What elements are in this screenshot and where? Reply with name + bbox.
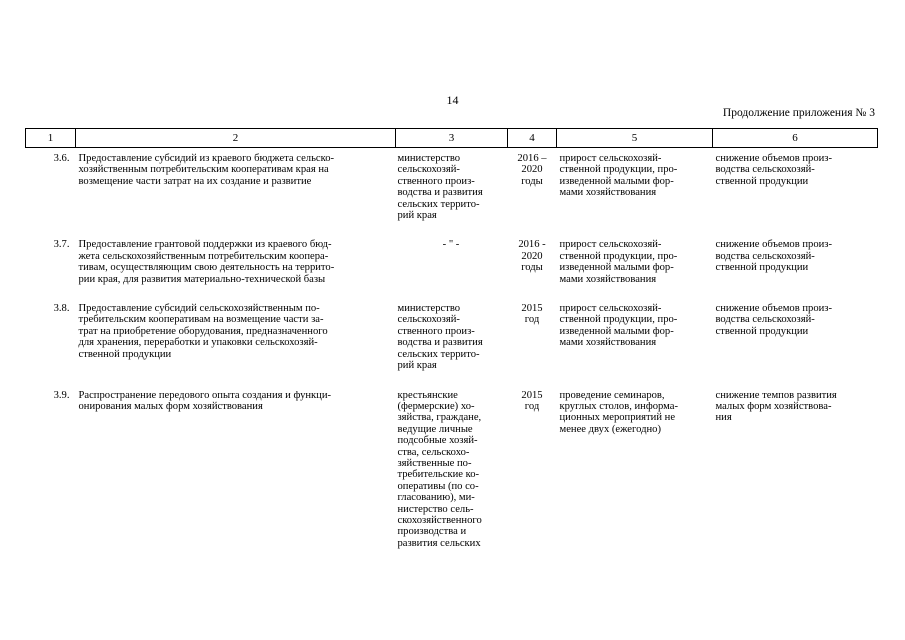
consequence-cell: снижение объемов произ- водства сельскохозяй- ственной продукции [715, 239, 833, 274]
column-header: 2 [76, 129, 396, 148]
table-row [26, 148, 878, 235]
consequence-cell: снижение объемов произ- водства сельскохозяй- ственной продукции [715, 303, 833, 337]
executor-cell: - " - [442, 239, 460, 251]
row-number: 3.8. [53, 303, 70, 315]
result-cell: прирост сельскохозяй- ственной продукции, про- изведенной малыми фор- мами хозяйствования [559, 239, 678, 285]
row-number: 3.7. [53, 239, 70, 251]
consequence-cell: снижение объемов произ- водства сельскохозяй- ственной продукции [715, 153, 833, 187]
activity-cell: Распространение передового опыта создания и функци- онирования малых форм хозяйствования [78, 389, 332, 412]
row-number: 3.6. [53, 153, 70, 164]
table-row [26, 385, 878, 563]
result-cell: прирост сельскохозяй- ственной продукции, про- изведенной малыми фор- мами хозяйствования [559, 153, 678, 199]
result-cell: прирост сельскохозяй- ственной продукции, про- изведенной малыми фор- мами хозяйствования [559, 303, 678, 349]
period-cell: 2016 - 2020 годы [518, 239, 546, 274]
period-cell: 2015 год [521, 389, 543, 412]
activity-cell: Предоставление субсидий из краевого бюджета сельско- хозяйственным потребительским кооперативам края на возмещение части затрат на их создание и развитие [78, 153, 335, 187]
executor-cell: министерство сельскохозяй- ственного произ- водства и развития сельских террито- рий края [397, 153, 483, 222]
column-header: 5 [557, 129, 713, 148]
table-header-row [26, 129, 878, 148]
measures-table [25, 128, 878, 562]
consequence-cell: снижение темпов развития малых форм хозяйствова- ния [715, 389, 837, 424]
period-cell: 2015 год [521, 303, 543, 326]
executor-cell: крестьянские (фермерские) хо- зяйства, граждане, ведущие личные подсобные хозяй- ства, сельскохо- зяйственные по- требительские ко- оперативы (по со- гласованию), ми- нистерство сель- скохозяйственного производства и развития сельских [397, 389, 482, 549]
page-number: 14 [446, 93, 459, 107]
executor-cell: министерство сельскохозяй- ственного произ- водства и развития сельских террито- рий края [397, 303, 483, 372]
appendix-continuation-label: Продолжение приложения № 3 [722, 107, 875, 119]
activity-cell: Предоставление грантовой поддержки из краевого бюд- жета сельскохозяйственным потребительским коопера- тивам, осуществляющим свою деятельность на террито- рии края, для развития материально-технической базы [78, 239, 335, 285]
table-row [26, 298, 878, 384]
table-row [26, 234, 878, 298]
period-cell: 2016 – 2020 годы [517, 153, 547, 187]
column-header: 3 [396, 129, 508, 148]
activity-cell: Предоставление субсидий сельскохозяйственным по- требительским кооперативам на возмещение части за- трат на приобретение оборудования, предназначенного для хранения, переработки и упаковки сельскохозяй- ственной продукции [78, 303, 328, 360]
column-header: 4 [508, 129, 557, 148]
column-header: 1 [26, 129, 76, 148]
result-cell: проведение семинаров, круглых столов, информа- ционных мероприятий не менее двух (ежегодно) [559, 389, 678, 435]
row-number: 3.9. [53, 389, 70, 401]
column-header: 6 [713, 129, 878, 148]
